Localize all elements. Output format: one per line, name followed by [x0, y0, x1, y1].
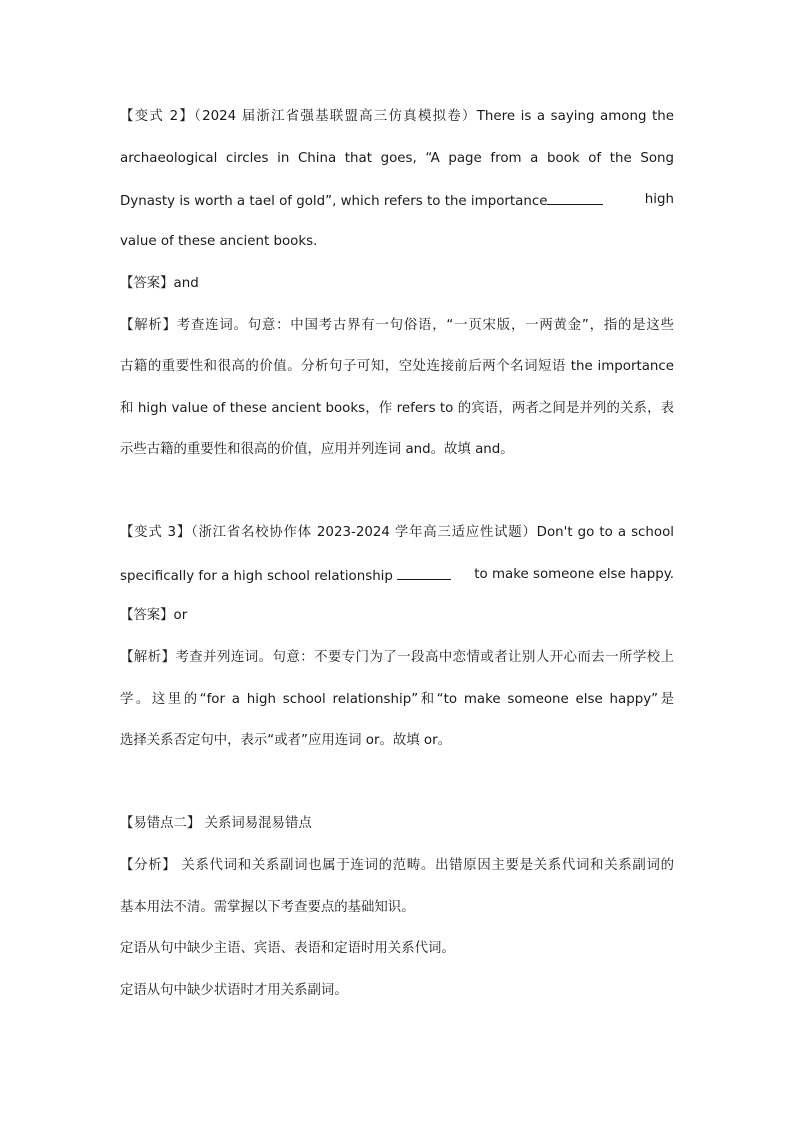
variant2-analysis-line-1: 【解析】考查连词。句意：中国考古界有一句俗语，“一页宋版，一两黄金”，指的是这些	[120, 318, 674, 333]
variant3-analysis-line-1: 【解析】考查并列连词。句意：不要专门为了一段高中恋情或者让别人开心而去一所学校上	[120, 650, 674, 665]
variant3-question-line-1: 【变式 3】（浙江省名校协作体 2023-2024 学年高三适应性试题）Don't go to a school	[120, 525, 674, 540]
variant3-answer: 【答案】or	[120, 608, 188, 623]
variant3-analysis-line-2: 学。这里的“for a high school relationship”和“to make someone else happy”是	[120, 692, 674, 707]
variant2-question-line-3	[120, 191, 674, 211]
answer-blank	[547, 191, 603, 205]
variant2-analysis-line-2: 古籍的重要性和很高的价值。分析句子可知，空处连接前后两个名词短语 the importance	[120, 359, 674, 374]
variant2-question-line-1: 【变式 2】（2024 届浙江省强基联盟高三仿真模拟卷）There is a saying among the	[120, 109, 674, 124]
answer-blank	[397, 566, 451, 580]
variant2-question-line-2: archaeological circles in China that goes, “A page from a book of the Song	[120, 151, 674, 166]
section2-point-1: 定语从句中缺少主语、宾语、表语和定语时用关系代词。	[120, 941, 455, 956]
variant2-question-line-3-before: Dynasty is worth a tael of gold”, which refers to the importance	[120, 194, 548, 209]
variant3-question-line-2	[120, 566, 674, 586]
variant2-question-line-3-after: high	[644, 192, 674, 207]
section2-analysis-line-1: 【分析】 关系代词和关系副词也属于连词的范畴。出错原因主要是关系代词和关系副词的	[120, 858, 674, 873]
section2-analysis-line-2: 基本用法不清。需掌握以下考查要点的基础知识。	[120, 900, 415, 915]
variant2-analysis-line-4: 示些古籍的重要性和很高的价值，应用并列连词 and。故填 and。	[120, 442, 514, 457]
variant2-question-line-4: value of these ancient books.	[120, 234, 318, 249]
section2-title: 【易错点二】 关系词易混易错点	[120, 816, 312, 831]
variant3-question-line-2-before: specifically for a high school relationship	[120, 569, 393, 584]
variant3-question-line-2-after: to make someone else happy.	[474, 567, 674, 582]
variant2-analysis-line-3: 和 high value of these ancient books，作 refers to 的宾语，两者之间是并列的关系，表	[120, 401, 674, 416]
variant2-answer: 【答案】and	[120, 276, 199, 291]
variant3-analysis-line-3: 选择关系否定句中，表示“或者”应用连词 or。故填 or。	[120, 733, 451, 748]
section2-point-2: 定语从句中缺少状语时才用关系副词。	[120, 983, 348, 998]
